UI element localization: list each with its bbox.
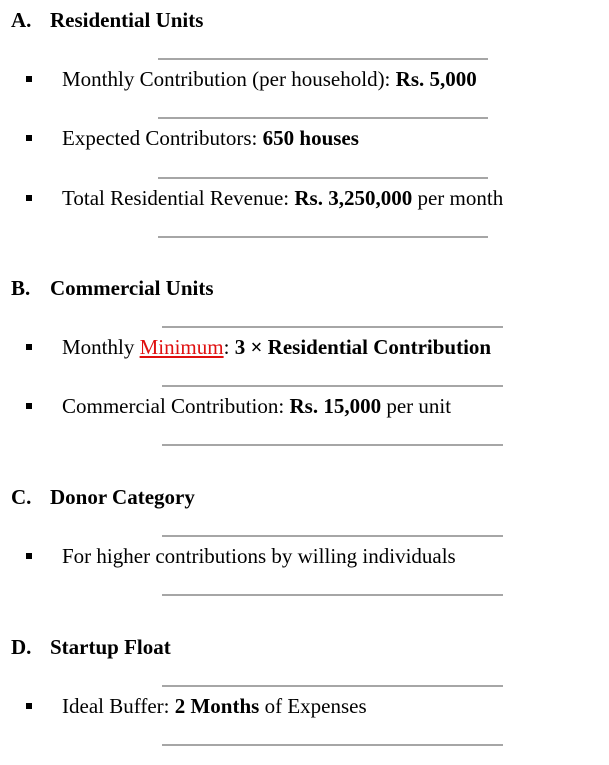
divider-line xyxy=(158,58,488,60)
item-value: Rs. 5,000 xyxy=(395,67,477,91)
section-letter: D. xyxy=(11,635,32,659)
divider-line xyxy=(162,744,503,746)
section-heading-c xyxy=(11,485,195,510)
item-suffix: of Expenses xyxy=(259,694,367,718)
section-heading-b xyxy=(11,276,214,301)
square-bullet-icon xyxy=(26,76,32,82)
item-value: Rs. 3,250,000 xyxy=(294,186,413,210)
item-value: 650 houses xyxy=(262,126,359,150)
square-bullet-icon xyxy=(26,553,32,559)
section-title: Startup Float xyxy=(50,635,171,659)
divider-line xyxy=(162,385,503,387)
divider-line xyxy=(162,444,503,446)
item-colon: : xyxy=(223,335,235,359)
section-letter: C. xyxy=(11,485,32,509)
section-heading-a xyxy=(11,8,203,33)
item-text: Monthly Contribution (per household): xyxy=(62,67,396,91)
square-bullet-icon xyxy=(26,135,32,141)
minimum-link[interactable]: Minimum xyxy=(139,335,224,359)
divider-line xyxy=(162,594,503,596)
item-value: 2 Months xyxy=(174,694,260,718)
item-text: Monthly xyxy=(62,335,140,359)
section-title: Residential Units xyxy=(50,8,204,32)
section-heading-d xyxy=(11,635,171,660)
divider-line xyxy=(162,326,503,328)
square-bullet-icon xyxy=(26,344,32,350)
divider-line xyxy=(158,236,488,238)
item-suffix: per month xyxy=(412,186,504,210)
item-text: Total Residential Revenue: xyxy=(62,186,295,210)
square-bullet-icon xyxy=(26,703,32,709)
section-letter: B. xyxy=(11,276,31,300)
section-title: Donor Category xyxy=(50,485,195,509)
divider-line xyxy=(158,177,488,179)
divider-line xyxy=(158,117,488,119)
item-text: For higher contributions by willing individuals xyxy=(62,544,456,568)
section-letter: A. xyxy=(11,8,32,32)
section-title: Commercial Units xyxy=(50,276,214,300)
item-text: Commercial Contribution: xyxy=(62,394,290,418)
item-value: Rs. 15,000 xyxy=(289,394,382,418)
item-text: Ideal Buffer: xyxy=(62,694,175,718)
square-bullet-icon xyxy=(26,195,32,201)
divider-line xyxy=(162,535,503,537)
square-bullet-icon xyxy=(26,403,32,409)
item-suffix: per unit xyxy=(381,394,452,418)
divider-line xyxy=(162,685,503,687)
item-text: Expected Contributors: xyxy=(62,126,263,150)
item-value: 3 × Residential Contribution xyxy=(234,335,492,359)
